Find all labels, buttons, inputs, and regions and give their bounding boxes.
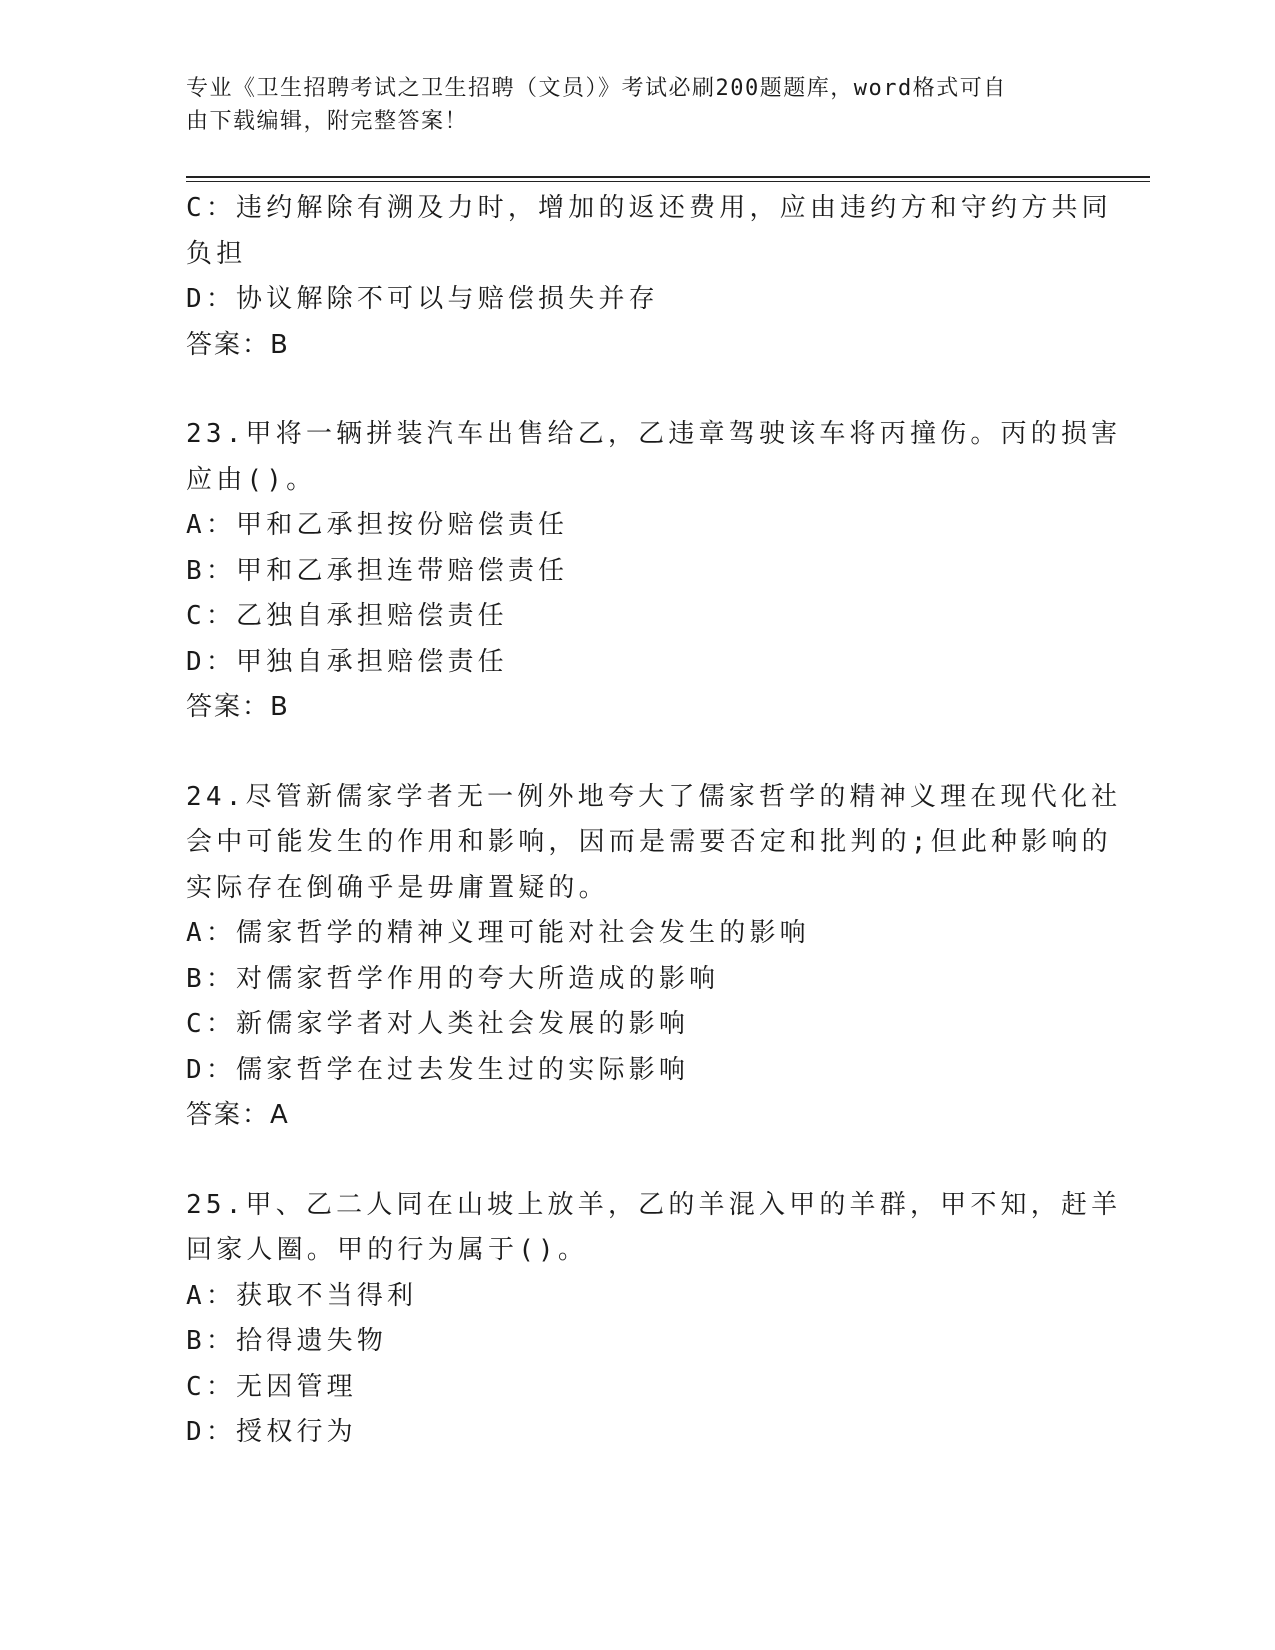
question-body [186, 186, 1122, 1456]
header-line-2: 由下载编辑，附完整答案！ [186, 109, 469, 134]
option-c: C：无因管理 [186, 1371, 357, 1402]
page-header [186, 72, 1066, 138]
option-d: D：甲独自承担赔偿责任 [186, 646, 508, 677]
option-d: D：协议解除不可以与赔偿损失并存 [186, 284, 659, 314]
question-block-23 [186, 412, 1122, 731]
option-c: C：乙独自承担赔偿责任 [186, 601, 508, 631]
option-b: B：对儒家哲学作用的夸大所造成的影响 [186, 963, 720, 994]
option-d: D：授权行为 [186, 1417, 357, 1447]
option-c: C：违约解除有溯及力时，增加的返还费用，应由违约方和守约方共同 [186, 193, 1112, 223]
spacer [186, 1139, 1086, 1183]
header-rule-thin [186, 181, 1150, 182]
question-stem: 24.尽管新儒家学者无一例外地夸大了儒家哲学的精神义理在现代化社 [186, 781, 1122, 812]
question-block-25 [186, 1183, 1122, 1456]
spacer [186, 731, 1086, 775]
header-rule-thick [186, 176, 1150, 178]
question-stem-continuation: 实际存在倒确乎是毋庸置疑的。 [186, 872, 609, 903]
answer-line: 答案：A [186, 1100, 290, 1130]
question-block-22 [186, 186, 1112, 368]
option-a: A：儒家哲学的精神义理可能对社会发生的影响 [186, 918, 810, 948]
option-b: B：拾得遗失物 [186, 1326, 388, 1356]
option-d: D：儒家哲学在过去发生过的实际影响 [186, 1054, 690, 1085]
question-stem-continuation: 回家人圈。甲的行为属于()。 [186, 1235, 589, 1265]
question-stem-continuation: 会中可能发生的作用和影响，因而是需要否定和批判的;但此种影响的 [186, 827, 1112, 857]
question-block-24 [186, 775, 1122, 1139]
question-stem: 25.甲、乙二人同在山坡上放羊，乙的羊混入甲的羊群，甲不知，赶羊 [186, 1189, 1122, 1220]
option-a: A：甲和乙承担按份赔偿责任 [186, 510, 569, 540]
option-c-continuation: 负担 [186, 238, 247, 269]
question-stem: 23.甲将一辆拼装汽车出售给乙，乙违章驾驶该车将丙撞伤。丙的损害 [186, 419, 1122, 449]
question-stem-continuation: 应由()。 [186, 464, 317, 495]
option-a: A：获取不当得利 [186, 1280, 418, 1311]
answer-line: 答案：B [186, 329, 290, 360]
option-c: C：新儒家学者对人类社会发展的影响 [186, 1009, 690, 1039]
option-b: B：甲和乙承担连带赔偿责任 [186, 555, 569, 586]
header-line-1: 专业《卫生招聘考试之卫生招聘（文员）》考试必刷200题题库，word格式可自 [186, 76, 1007, 101]
spacer [186, 368, 1086, 412]
answer-line: 答案：B [186, 692, 290, 722]
